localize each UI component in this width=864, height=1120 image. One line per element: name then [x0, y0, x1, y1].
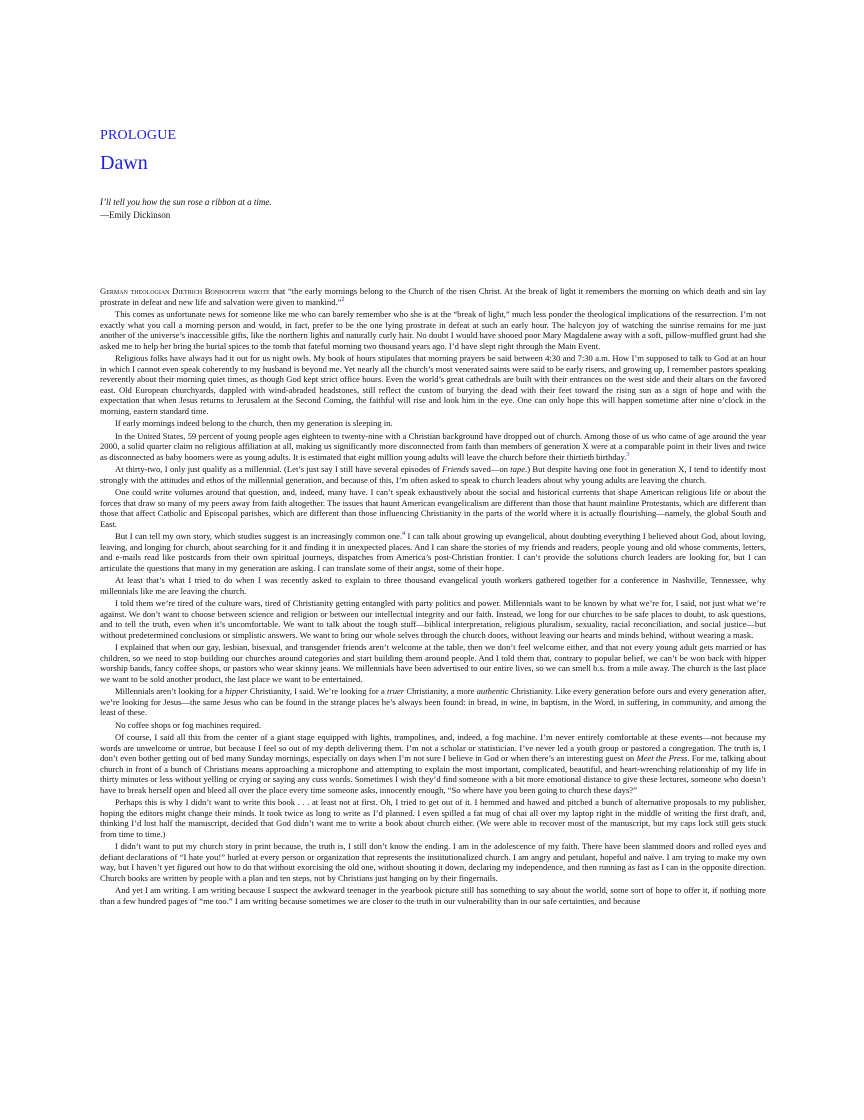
lead-in: German theologian Dietrich Bonhoeffer wrote: [100, 286, 270, 296]
italic-text: Meet the Press: [636, 753, 688, 763]
paragraph-text: Of course, I said all this from the center of a giant stage equipped with lights, trampolines, and, indeed, a fog machine. I’m never entirely comfortable at these events—not because my words are unwelcome or untrue, but because I feel so out of my depth delivering them. I’m not a scholar or statistician. I’ve never led a youth group or pastored a congregation. The truth is, I don’t even bother getting out of bed many Sunday mornings, especially on days when I’m not sure I believe in God or when there’s an interesting guest on: [100, 732, 766, 763]
paragraph: At least that’s what I tried to do when I was recently asked to explain to three thousand evangelical youth workers gathered together for a conference in Nashville, Tennessee, why millennials like me are leaving the church.: [100, 575, 766, 596]
paragraph: I told them we’re tired of the culture wars, tired of Christianity getting entangled with party politics and power. Millennials want to be known by what we’re for, I said, not just what we’re against. We don’t want to choose between science and religion or between our intellectual integrity and our faith. Instead, we long for our churches to be safe places to doubt, to ask questions, and to tell the truth, even when it’s uncomfortable. We want to talk about the tough stuff—biblical interpretation, religious pluralism, sexuality, racial reconciliation, and social justice—but without predetermined conclusions or simplistic answers. We want to bring our whole selves through the church doors, without leaving our hearts and minds behind, without wearing a mask.: [100, 598, 766, 640]
paragraph-text: . For me, talking about church in front of a bunch of Christians means approaching a microphone and attempting to explain the most important, complicated, beautiful, and heart-wrenching relationship of my life in thirty minutes or less without yelling or crying or saying any cuss words. Sometimes I wish they’d find someone with a bit more emotional distance to give these lectures, someone who doesn’t have to break herself open and bleed all over the place every time someone asks, innocently enough, “So where have you been going to church these days?”: [100, 753, 767, 795]
italic-text: tape: [510, 464, 526, 474]
paragraph-text: I can talk about growing up evangelical, about doubting everything I believed about God, about loving, leaving, and longing for church, about searching for it and finding it in unexpected places. And I can share the stories of my friends and readers, people young and old whose comments, letters, and e-mails read like postcards from their own spiritual journeys, dispatches from America’s post-Christian frontier. I can’t provide the solutions church leaders are looking for, but I can articulate the questions that many in my generation are asking. I can translate some of their angst, some of their hope.: [100, 531, 766, 573]
paragraph: [100, 686, 766, 718]
paragraph-text: Christianity, a more: [404, 686, 477, 696]
footnote-ref[interactable]: 3: [626, 451, 630, 458]
paragraph-text: Millennials aren’t looking for a: [115, 686, 226, 696]
paragraph-text: Christianity. Like every generation before ours and every generation after, we’re looking for Jesus—the same Jesus who can be found in the strange places he’s always been found: in bread, in wine, in baptism, in the Word, in suffering, in community, and among the least of these.: [100, 686, 766, 717]
epigraph-attribution: —Emily Dickinson: [100, 210, 171, 220]
paragraph-text: saved—on: [468, 464, 511, 474]
paragraph: Religious folks have always had it out for us night owls. My book of hours stipulates that morning prayers be said between 4:30 and 7:30 a.m. How I’m supposed to talk to God at an hour in which I cannot even speak coherently to my husband is beyond me. Yet nearly all the church’s most venerated saints were said to be early risers, and growing up, I remember pastors speaking reverently about their morning quiet times, as though God kept strict office hours. Even the world’s great cathedrals are built with their entrances on the west side and their altars on the favored east. Old European churchyards, dappled with wind-abraded headstones, still reflect the custom of burying the dead with their feet toward the rising sun as a sign of hope and with the expectation that when Jesus returns to Jerusalem at the Second Coming, the faithful will rise and look him in the eye. One can only hope this will happen sometime after nine o’clock in the morning, eastern standard time.: [100, 353, 766, 416]
footnote-ref[interactable]: 4: [402, 531, 406, 538]
paragraph-text: Christianity, I said. We’re looking for a: [247, 686, 387, 696]
epigraph: [100, 196, 272, 222]
paragraph-text: that “the early mornings belong to the Church of the risen Christ. At the break of light it remembers the morning on which death and sin lay prostrate in defeat and new life and salvation were given to mankind.”: [100, 286, 767, 307]
italic-text: hipper: [225, 686, 248, 696]
epigraph-quote: I’ll tell you how the sun rose a ribbon at a time.: [100, 197, 272, 207]
paragraph: [100, 464, 766, 485]
footnote-ref[interactable]: 2: [341, 296, 345, 303]
paragraph: [100, 286, 766, 307]
italic-text: truer: [386, 686, 405, 696]
paragraph: [100, 531, 766, 573]
paragraph-text: .) But despite having one foot in generation X, I tend to identify most strongly with the attitudes and ethos of the millennial generation, and because of this, I’m often asked to speak to church leaders about why young adults are leaving the church.: [100, 464, 766, 485]
paragraph: [100, 732, 766, 795]
paragraph-text: At thirty-two, I only just qualify as a millennial. (Let’s just say I still have several episodes of: [115, 464, 443, 474]
chapter-title: Dawn: [100, 152, 148, 174]
paragraph: This comes as unfortunate news for someone like me who can barely remember who she is at the “break of light,” much less ponder the theological implications of the resurrection. I’m not exactly what you call a morning person and would, in fact, prefer to be the one lying prostrate in defeat at such an early hour. The halcyon joy of watching the sunrise remains for me just another of the universe’s inaccessible gifts, like the northern lights and naturally curly hair. No doubt I would have shooed poor Mary Magdalene away with a soft, pillow-muffled grunt had she asked me to help her bring the burial spices to the tomb that fateful morning two thousand years ago. I’d have slept right through the Main Event.: [100, 309, 766, 351]
paragraph: [100, 431, 766, 463]
paragraph: No coffee shops or fog machines required.: [115, 719, 262, 730]
chapter-kicker: PROLOGUE: [100, 128, 177, 143]
paragraph-text: In the United States, 59 percent of young people ages eighteen to twenty-nine with a Christian background have dropped out of church. Among those of us who came of age around the year 2000, a solid quarter claim no religious affiliation at all, making us significantly more disconnected from faith than members of generation X were at a comparable point in their lives and twice as disconnected as baby boomers were as young adults. It is estimated that eight million young adults will leave the church before their thirtieth birthday.: [100, 430, 766, 462]
paragraph: And yet I am writing. I am writing because I suspect the awkward teenager in the yearbook picture still has something to say about the world, some sort of hope to offer it, if nothing more than a few hundred pages of “me too.” I am writing because sometimes we are closer to the truth in our vulnerability than in our safe certainties, and because: [100, 885, 766, 906]
body-text: [100, 286, 766, 908]
paragraph: I explained that when our gay, lesbian, bisexual, and transgender friends aren’t welcome at the table, then we don’t feel welcome either, and that not every young adult gets married or has children, so we need to stop building our churches around categories and start building them around people. And I told them that, contrary to popular belief, we can’t be won back with hipper worship bands, fancy coffee shops, or pastors who wear skinny jeans. We millennials have been advertised to our entire lives, so we can smell b.s. from a mile away. The church is the last place we want to be sold another product, the last place we want to be entertained.: [100, 642, 766, 684]
paragraph: If early mornings indeed belong to the church, then my generation is sleeping in.: [115, 418, 393, 428]
paragraph: One could write volumes around that question, and, indeed, many have. I can’t speak exhaustively about the social and historical currents that shape American religious life or about the forces that draw so many of my peers away from faith altogether. The issues that haunt American evangelicalism are different than those that haunt mainline Protestants, which are different than those that affect Catholic and Episcopal parishes, which are different than those influencing Christianity in the parts of the world where it is actually flourishing—namely, the global South and East.: [100, 487, 766, 529]
italic-text: Friends: [442, 464, 469, 474]
paragraph: Perhaps this is why I didn’t want to write this book . . . at least not at first. Oh, I tried to get out of it. I hemmed and hawed and pitched a bunch of alternative proposals to my publisher, hoping the editors might change their minds. It took twice as long to write as I’d planned. I even spilled a fat mug of chai all over my laptop right in the middle of writing the first draft, and, thinking I’d lost half the manuscript, decided that God didn’t want me to write a book about church either. (We were able to recover most of the manuscript, but my caps lock still gets stuck from time to time.): [100, 797, 766, 839]
italic-text: authentic: [476, 686, 509, 696]
paragraph: I didn’t want to put my church story in print because, the truth is, I still don’t know the ending. I am in the adolescence of my faith. There have been slammed doors and rolled eyes and defiant declarations of “I hate you!” hurled at every person or organization that represents the institutionalized church. I am angry and petulant, hopeful and naïve. I am trying to make my own way, but I haven’t yet figured out how to do that without exorcising the old one, without shouting it down, declaring my independence, and then running as fast as I can in the opposite direction. Church books are written by people with a plan and ten steps, not by Christians just hanging on by their fingernails.: [100, 841, 766, 883]
paragraph-text: But I can tell my own story, which studies suggest is an increasingly common one.: [115, 531, 403, 541]
